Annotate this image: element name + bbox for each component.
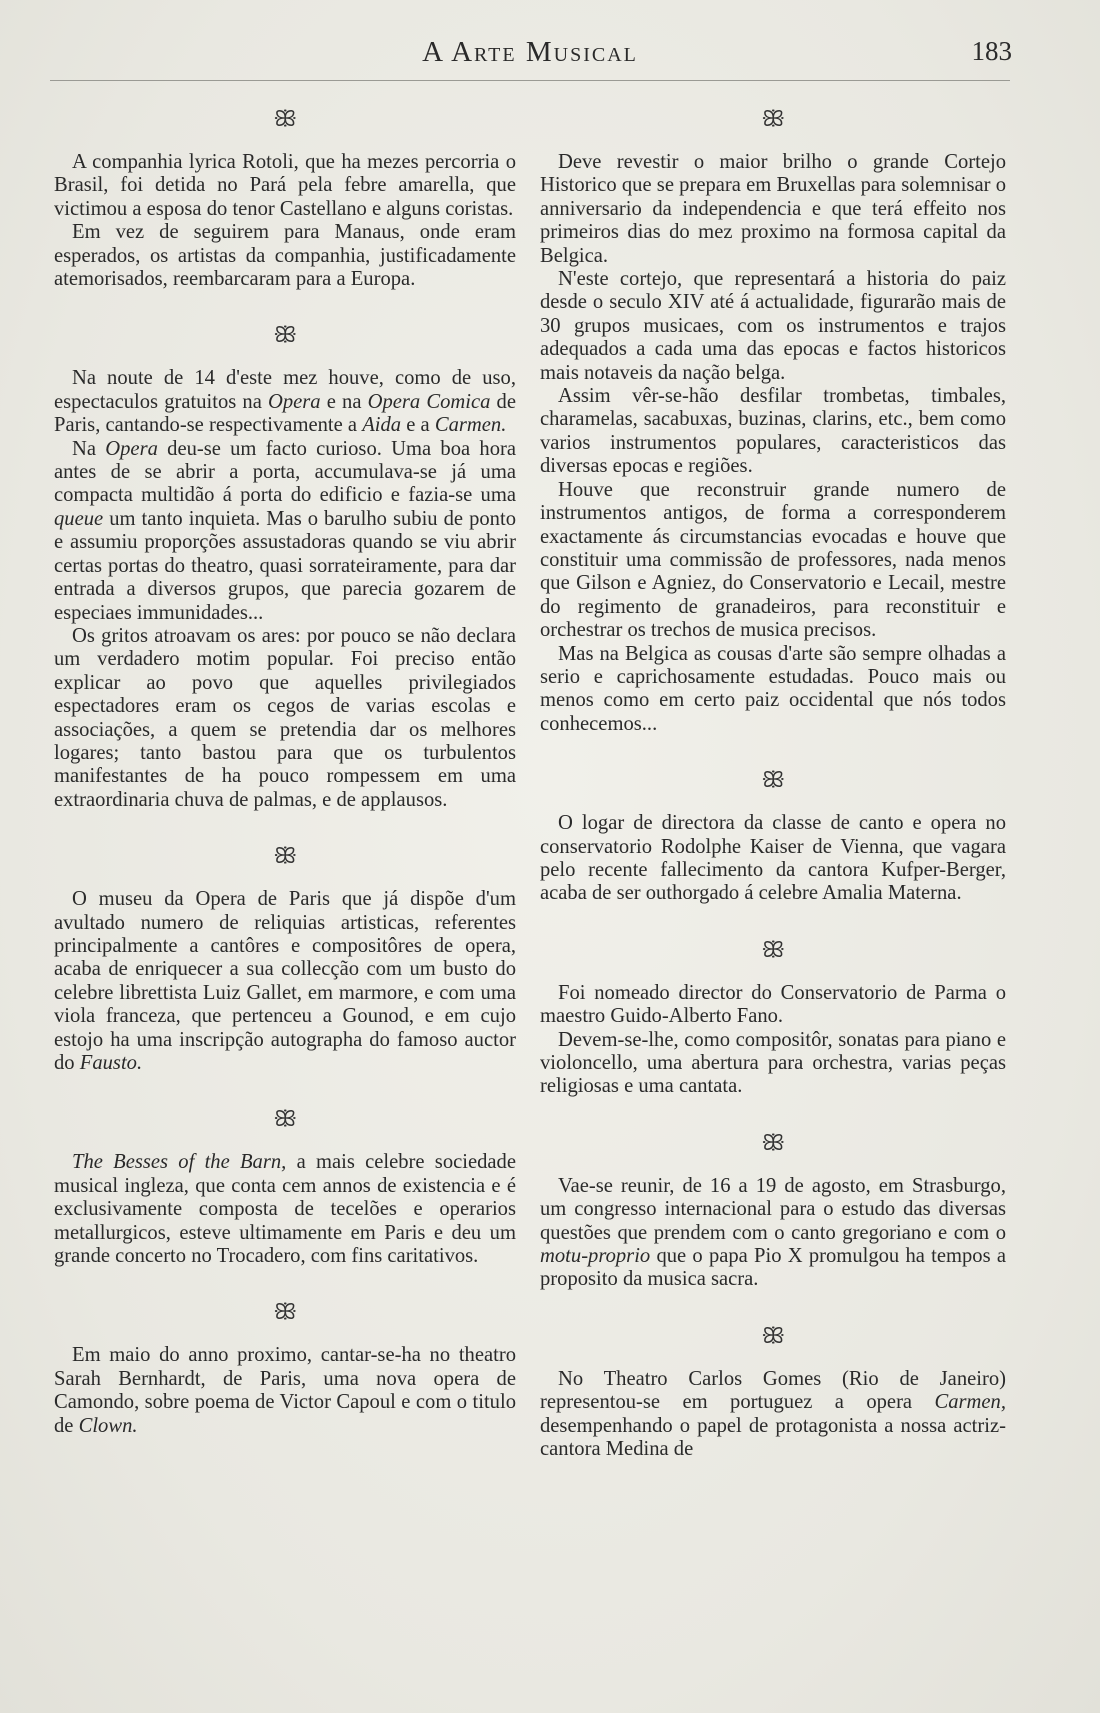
article-conservatorio-vienna: [540, 812, 1006, 906]
paragraph: Os gritos atroavam os ares: por pouco se não declara um verdadero motim popular. Foi preciso então explicar ao povo que aquelles privilegiados espectadores eram os cegos de varias escolas e associações, a quem se pretendia dar os melhores logares; tanto bastou para que os turbulentos manifestantes de ha pouco rompessem em uma extraordinaria chuva de palmas, e de applausos.: [54, 624, 516, 811]
right-column: [540, 105, 1006, 1461]
paragraph: Assim vêr-se-hão desfilar trombetas, timbales, charamelas, sacabuxas, buzinas, clarins, etc., bem como varios instrumentos populares, caracteristicos das diversas epocas e regiões.: [540, 385, 1006, 478]
running-title: A Arte Musical: [422, 36, 638, 68]
paragraph: Houve que reconstruir grande numero de instrumentos antigos, de forma a corresponderem exactamente ás circumstancias evocadas e houve que constituir uma commissão de professores, nada menos que Gilson e Agniez, do Conservatorio e Lecail, mestre do regimento de granadeiros, para reconstituir e orchestrar os trechos de musica precisos.: [540, 478, 1006, 642]
ornament-icon: ꕥ: [272, 1299, 298, 1325]
ornament-icon: ꕥ: [760, 106, 786, 131]
paragraph: No Theatro Carlos Gomes (Rio de Janeiro) representou-se em portuguez a opera Carmen, desempenhando o papel de protagonista a nossa actriz-cantora Medina de: [540, 1367, 1006, 1461]
ornament-icon: ꕥ: [272, 322, 298, 348]
ornament-icon: ꕥ: [760, 767, 786, 793]
paragraph: Na noute de 14 d'este mez houve, como de uso, espectaculos gratuitos na Opera e na Opera Comica de Paris, cantando-se respectivamente a Aida e a Carmen.: [54, 367, 516, 437]
paragraph: Em vez de seguirem para Manaus, onde eram esperados, os artistas da companhia, justificadamente atemorisados, reembarcaram para a Europa.: [54, 221, 516, 291]
ornament-icon: ꕥ: [272, 106, 298, 131]
ornament-icon: ꕥ: [272, 843, 298, 869]
paragraph: The Besses of the Barn, a mais celebre sociedade musical ingleza, que conta cem annos de existencia e é exclusivamente composta de tecelões e operarios metallurgicos, esteve ultimamente em Paris e deu um grande concerto no Trocadero, com fins caritativos.: [54, 1151, 516, 1268]
paragraph: Em maio do anno proximo, cantar-se-ha no theatro Sarah Bernhardt, de Paris, uma nova opera de Camondo, sobre poema de Victor Capoul e com o titulo de Clown.: [54, 1344, 516, 1437]
article-rotoli: [54, 151, 516, 291]
running-header: [50, 30, 1010, 81]
ornament-icon: ꕥ: [760, 1129, 786, 1155]
paragraph: A companhia lyrica Rotoli, que ha mezes percorria o Brasil, foi detida no Pará pela febre amarella, que victimou a esposa do tenor Castellano e alguns coristas.: [54, 151, 516, 220]
article-opera-gratuitos: [54, 367, 516, 812]
ornament-icon: ꕥ: [272, 1106, 298, 1132]
article-theatro-carlos-gomes: [540, 1368, 1006, 1462]
ornament-icon: ꕥ: [760, 936, 786, 962]
left-column: [54, 105, 516, 1438]
paragraph: O museu da Opera de Paris que já dispõe d'um avultado numero de reliquias artisticas, referentes principalmente a cantôres e compositôres de opera, acaba de enriquecer a sua collecção com um busto do celebre librettista Luiz Gallet, em marmore, e com uma viola franceza, que pertenceu a Gounod, e em cujo estojo ha uma inscripção autographa do famoso auctor do Fausto.: [54, 888, 516, 1074]
paragraph: O logar de directora da classe de canto e opera no conservatorio Rodolphe Kaiser de Vienna, que vagara pelo recente fallecimento da cantora Kufper-Berger, acaba de ser outhorgado á celebre Amalia Materna.: [540, 812, 1006, 905]
paragraph: Devem-se-lhe, como compositôr, sonatas para piano e violoncello, uma abertura para orchestra, varias peças religiosas e uma cantata.: [540, 1028, 1006, 1098]
paragraph: Foi nomeado director do Conservatorio de Parma o maestro Guido-Alberto Fano.: [540, 981, 1006, 1028]
paragraph: Mas na Belgica as cousas d'arte são sempre olhadas a serio e caprichosamente estudadas. Pouco mais ou menos como em certo paiz occidental que nós todos conhecemos...: [540, 642, 1006, 735]
article-cortejo-historico: [540, 151, 1006, 736]
article-conservatorio-parma: [540, 982, 1006, 1099]
page-number: 183: [971, 36, 1012, 66]
article-congresso-gregoriano: [540, 1175, 1006, 1292]
paragraph: Vae-se reunir, de 16 a 19 de agosto, em Strasburgo, um congresso internacional para o estudo das diversas questões que prendem com o canto gregoriano e com o motu-proprio que o papa Pio X promulgou ha tempos a proposito da musica sacra.: [540, 1174, 1006, 1291]
paragraph: Na Opera deu-se um facto curioso. Uma boa hora antes de se abrir a porta, accumulava-se já uma compacta multidão á porta do edificio e fazia-se uma queue um tanto inquieta. Mas o barulho subiu de ponto e assumiu proporções assustadoras quando se viu abrir certas portas do theatro, quasi sorrateiramente, para dar entrada a diversos grupos, que parecia gozarem de especiaes immunidades...: [54, 437, 516, 624]
paragraph: Deve revestir o maior brilho o grande Cortejo Historico que se prepara em Bruxellas para solemnisar o anniversario da independencia e que terá effeito nos primeiros dias do mez proximo na formosa capital da Belgica.: [540, 151, 1006, 267]
article-besses-barn: [54, 1151, 516, 1268]
paragraph: N'este cortejo, que representará a historia do paiz desde o seculo XIV até á actualidade, figurarão mais de 30 grupos musicaes, com os instrumentos e trajos adequados a cada uma das epocas e factos historicos mais notaveis da nação belga.: [540, 268, 1006, 384]
ornament-icon: ꕥ: [760, 1322, 786, 1348]
article-museu-opera: [54, 888, 516, 1075]
article-clown: [54, 1344, 516, 1438]
